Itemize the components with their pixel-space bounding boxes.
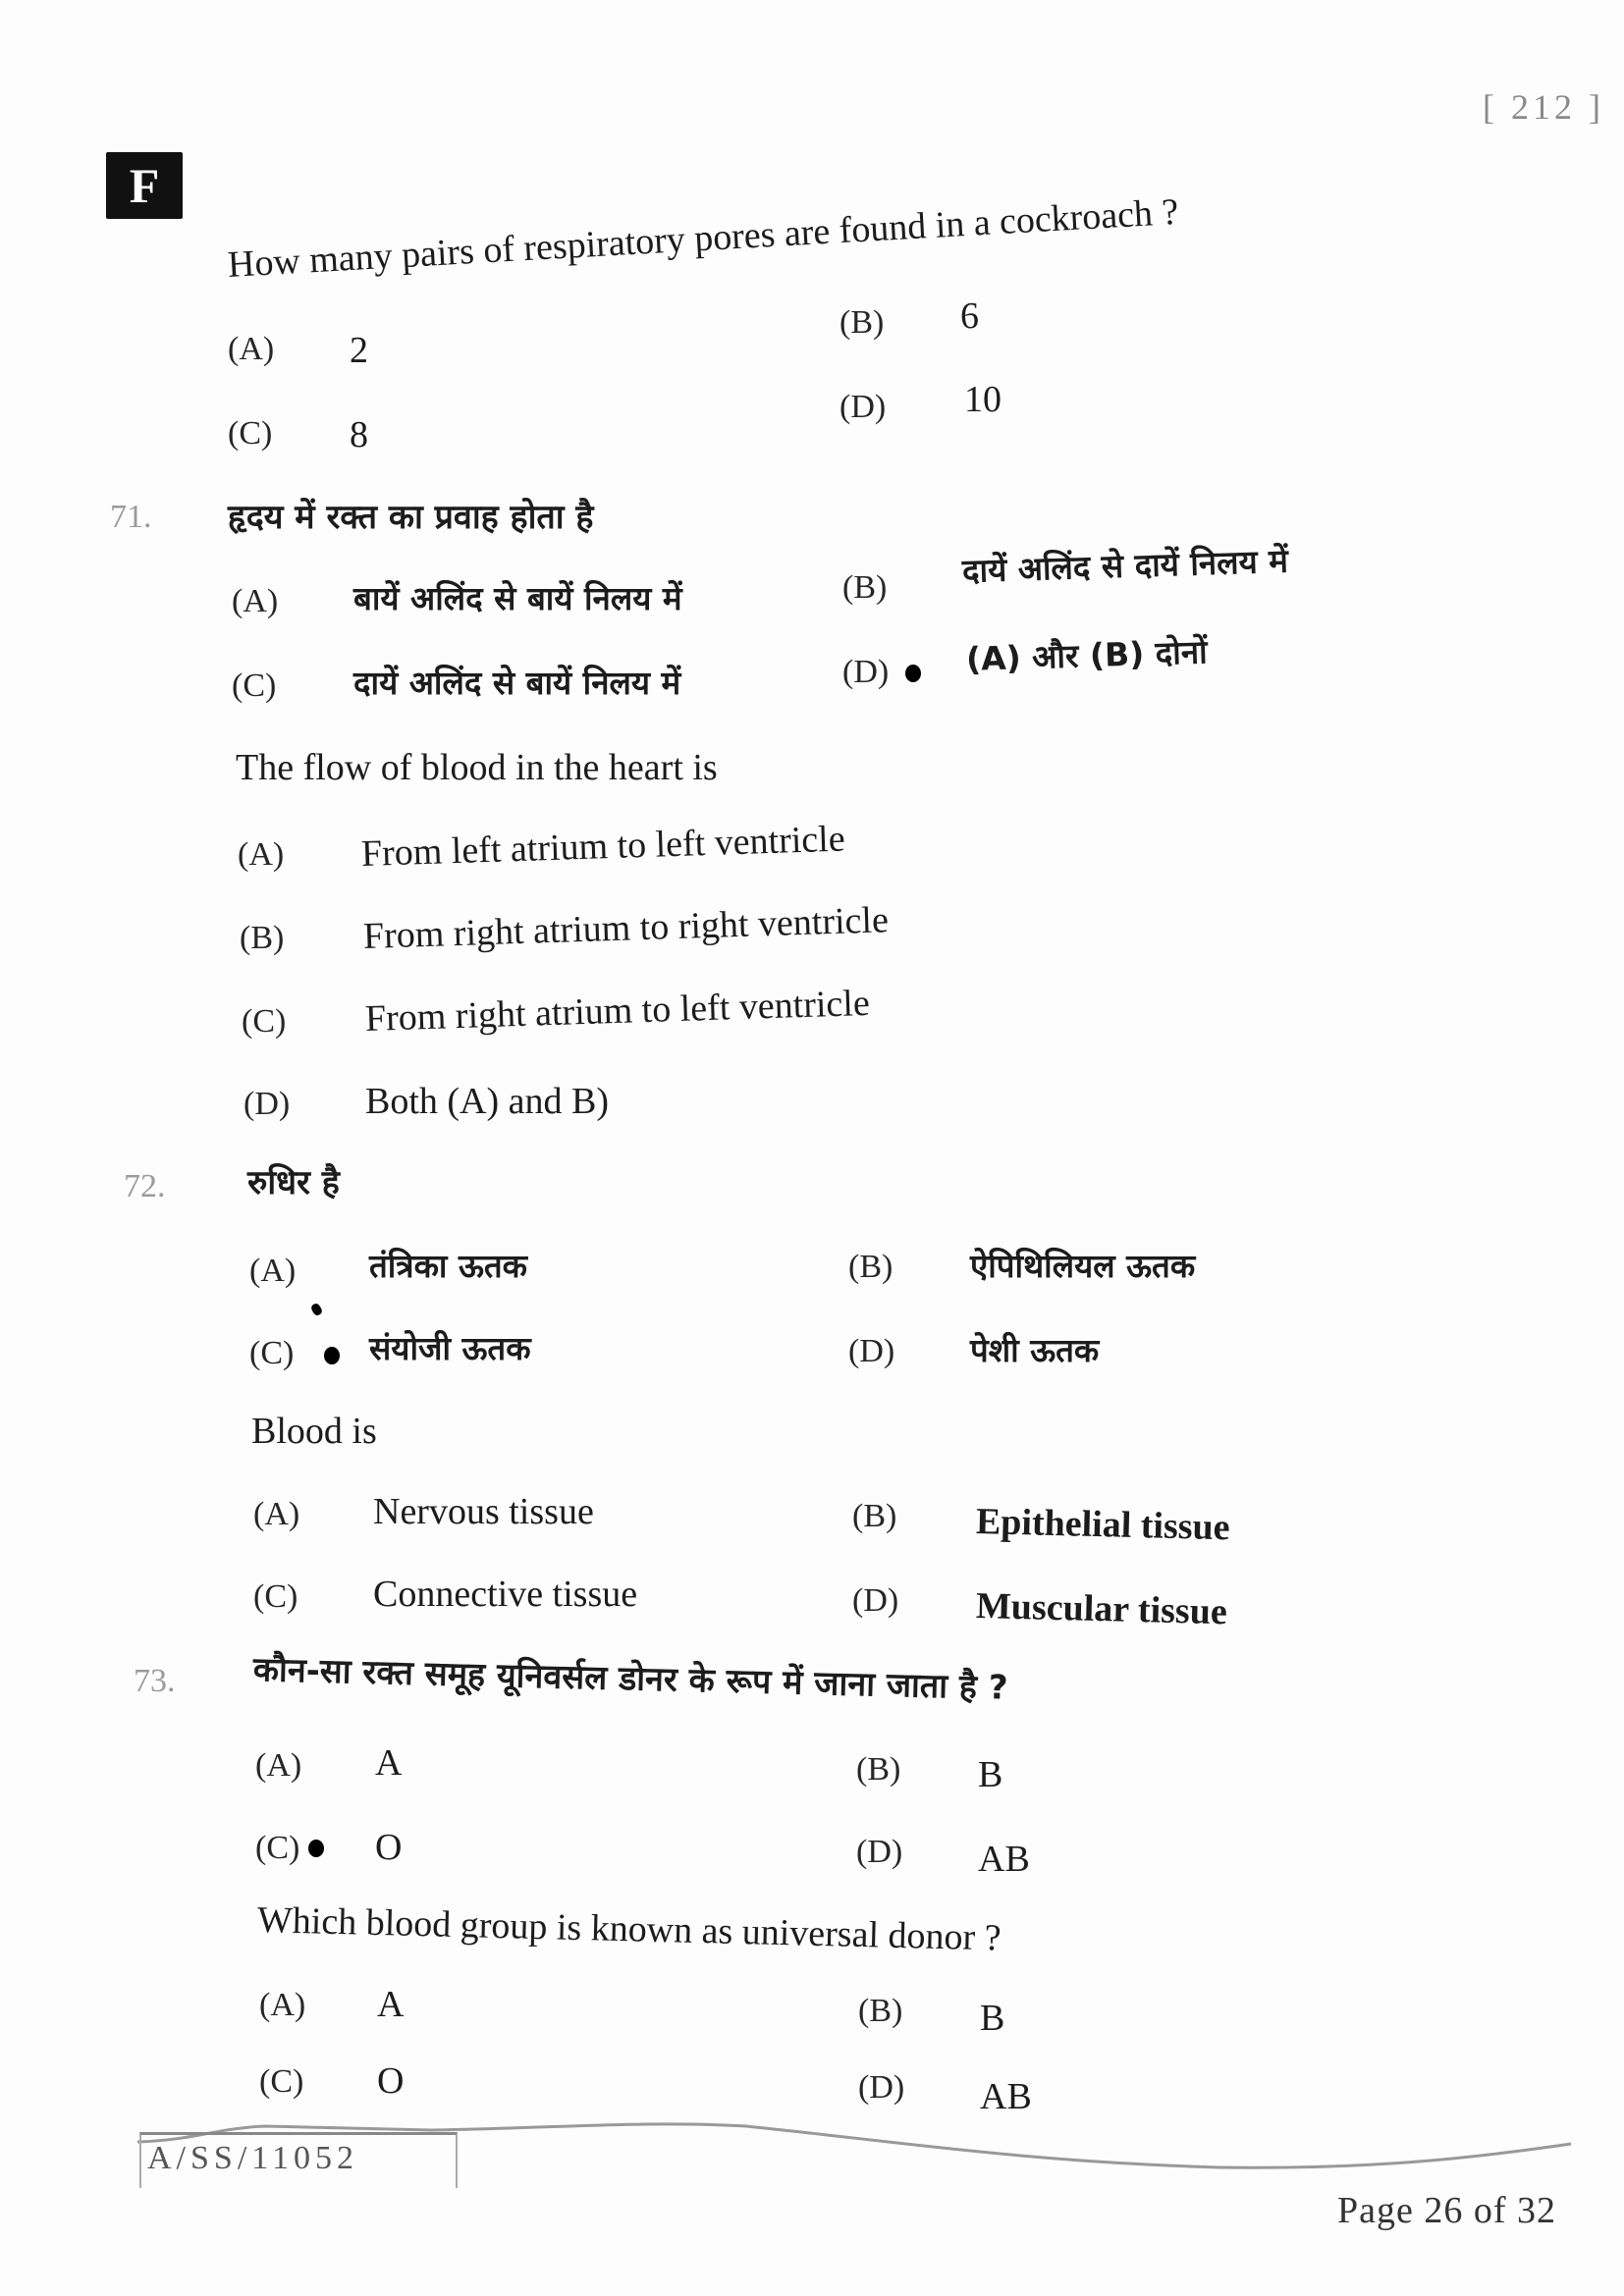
option-text-hindi: (A) और (B) दोनों	[965, 632, 1209, 678]
option-text: AB	[978, 1839, 1030, 1880]
option-text: 10	[964, 379, 1001, 420]
option-text-hindi: ऐपिथिलियल ऊतक	[970, 1247, 1196, 1285]
option-label: (B)	[852, 1498, 897, 1534]
option-label: (B)	[848, 1249, 893, 1285]
option-text: A	[375, 1742, 403, 1784]
question-text: Which blood group is known as universal donor ?	[256, 1899, 1002, 1959]
option-label: (D)	[856, 1834, 903, 1870]
answer-mark-dot	[324, 1347, 340, 1364]
option-label: (B)	[858, 1993, 903, 2029]
option-text-hindi: दायें अलिंद से बायें निलय में	[353, 664, 681, 702]
option-text: Both (A) and B)	[365, 1081, 610, 1122]
question-text-hindi: कौन-सा रक्त समूह यूनिवर्सल डोनर के रूप में जाना जाता है ?	[252, 1650, 1008, 1708]
option-label: (A)	[255, 1747, 302, 1784]
option-label: (D)	[244, 1086, 291, 1122]
option-text: From right atrium to right ventricle	[362, 899, 890, 957]
question-text: Blood is	[251, 1411, 377, 1452]
option-label: (C)	[242, 1003, 287, 1040]
option-label: (D)	[852, 1582, 899, 1619]
question-text-hindi: हृदय में रक्त का प्रवाह होता है	[228, 498, 594, 537]
option-label: (D)	[858, 2069, 905, 2106]
page-number: Page 26 of 32	[1337, 2190, 1557, 2231]
option-label: (A)	[249, 1253, 297, 1289]
option-text: 6	[960, 295, 979, 337]
option-label: (A)	[232, 583, 279, 619]
question-text: How many pairs of respiratory pores are found in a cockroach ?	[226, 190, 1180, 286]
option-label: (A)	[253, 1496, 300, 1532]
answer-mark-dot	[905, 665, 921, 682]
option-text: Muscular tissue	[975, 1585, 1228, 1633]
option-label: (D)	[839, 389, 887, 425]
option-text-hindi: पेशी ऊतक	[970, 1331, 1100, 1369]
option-text: O	[375, 1827, 403, 1868]
option-label: (B)	[842, 569, 888, 606]
question-number: 73.	[134, 1663, 176, 1699]
option-label: (C)	[259, 2063, 304, 2100]
option-label: (A)	[228, 331, 275, 367]
option-text: B	[980, 1998, 1005, 2039]
option-text: AB	[980, 2076, 1032, 2117]
option-label: (A)	[259, 1987, 306, 2023]
stray-ink-mark	[310, 1303, 324, 1317]
question-text: The flow of blood in the heart is	[236, 747, 718, 788]
option-label: (D)	[848, 1333, 895, 1369]
option-text: Connective tissue	[373, 1574, 638, 1615]
paper-code: A/SS/11052	[147, 2140, 359, 2176]
question-text-hindi: रुधिर है	[247, 1163, 340, 1202]
option-text: O	[377, 2060, 405, 2102]
option-text: B	[978, 1754, 1003, 1795]
option-label: (A)	[238, 836, 285, 873]
option-text: 8	[350, 414, 368, 455]
option-text: Nervous tissue	[373, 1491, 594, 1532]
option-text-hindi: संयोजी ऊतक	[369, 1329, 531, 1367]
answer-mark-dot	[308, 1840, 324, 1857]
option-label: (B)	[240, 920, 285, 956]
option-text-hindi: तंत्रिका ऊतक	[369, 1247, 528, 1285]
option-text: From right atrium to left ventricle	[364, 982, 871, 1040]
option-label: (C)	[255, 1830, 300, 1866]
option-text-hindi: बायें अलिंद से बायें निलय में	[353, 579, 682, 617]
question-number: 72.	[124, 1168, 166, 1204]
question-set-badge: F	[106, 152, 183, 219]
option-text: Epithelial tissue	[975, 1501, 1231, 1549]
option-label: (C)	[253, 1578, 298, 1615]
option-label: (C)	[249, 1335, 295, 1371]
option-label: (B)	[856, 1751, 901, 1788]
option-label: (C)	[232, 667, 277, 704]
option-label: (D)	[842, 654, 890, 690]
option-text: A	[377, 1984, 405, 2025]
option-label: (B)	[839, 304, 885, 341]
question-number: 71.	[110, 499, 152, 535]
option-text-hindi: दायें अलिंद से दायें निलय में	[961, 541, 1289, 590]
option-text: 2	[350, 330, 368, 371]
page-reference-number: [ 212 ]	[1483, 87, 1604, 127]
option-label: (C)	[228, 415, 273, 452]
option-text: From left atrium to left ventricle	[360, 818, 846, 875]
